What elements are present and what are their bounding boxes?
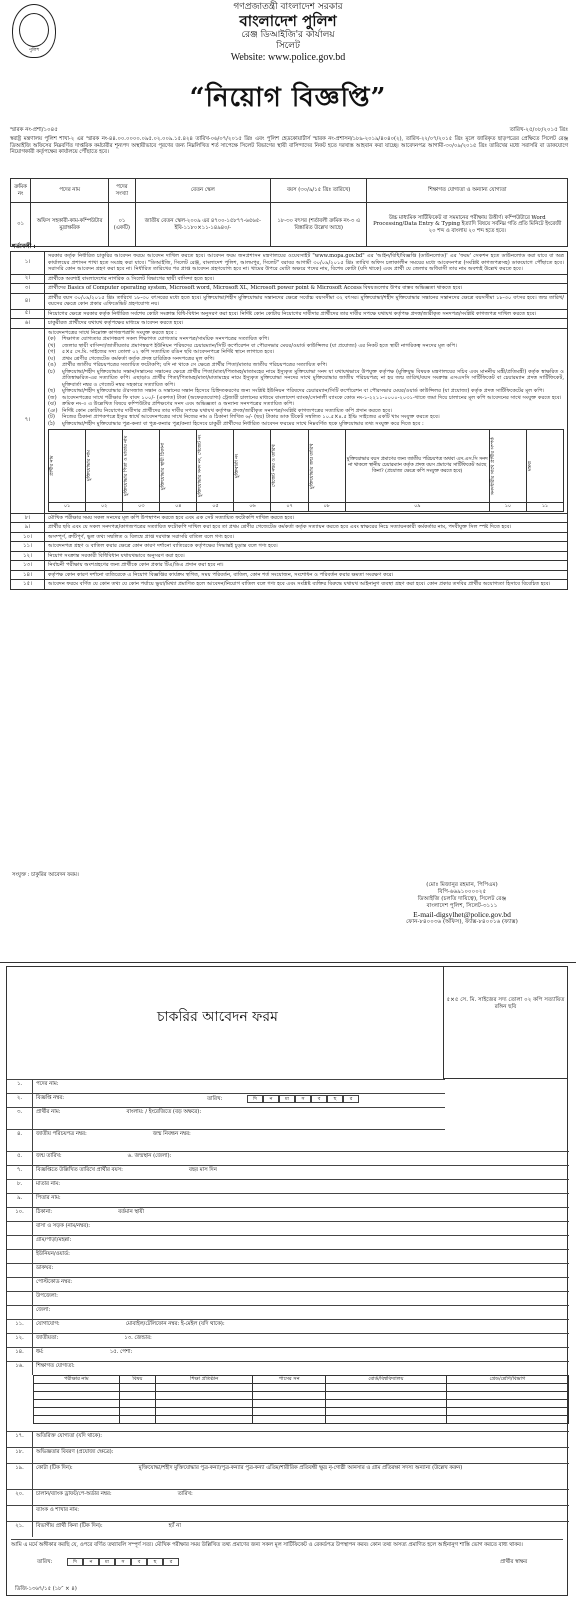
ff-number-cell: ০৩ [123,503,160,512]
attachment-key: (ঝ) [48,401,56,407]
ff-number-cell: ১০ [489,503,526,512]
form-row-number: ৪. [7,1130,33,1151]
condition-number: ৭। [11,328,45,513]
attachment-item [48,421,564,428]
ff-header-text: মুক্তিযোদ্ধার জন্ম তারিখ [309,443,315,489]
form-row-number [7,1264,33,1277]
date-box: র [343,1095,359,1103]
edu-cell [156,1392,253,1400]
date-box: ছ [147,1558,163,1566]
condition-row [11,523,568,533]
edu-cell [446,1400,568,1408]
ff-header-text: মুক্তিযোদ্ধার স্থায়ী ঠিকানা [161,442,167,490]
attachment-text: মুক্তিযোদ্ধা/শহীদ মুক্তিযোদ্ধার ঔরসজাত সন্তান ও সন্তানের সন্তান হিসেবে চিহ্নিতকরণের জন্য সংশ্লিষ্ট ইউনিয়ন পরিষদের চেয়ারম্যান/সিটি কর্পোরেশন বা পৌরসভার মেয়র/ওয়ার্ড কাউন্সিলর (যা প্রযোজ্য) কর্তৃক প্রদত্ত সার্টিফিকেটের মূল কপি। [62,388,545,394]
form-row [7,1521,569,1537]
condition-number: ৩। [11,284,45,294]
website-line: Website: www.police.gov.bd [230,52,346,64]
date-box: স [115,1558,131,1566]
condition-number: ৪। [11,293,45,309]
city-line: সিলেট [276,41,300,51]
condition-text: সরকার কর্তৃক নির্ধারিত চাকুরির আবেদন ফরমে আবেদন দাখিল করতে হবে। আবেদন ফরম জনপ্রশাসন মন্ত্রণালয়ের ওয়েবসাইট "www.mopa.gov.bd" এর 'আইন/বিধি/বিজ্ঞপ্তি (ডাউনলোড)' এর 'ফরম' সেকশন হতে ডাউনলোড করা যাবে বা অত্র কার্যালয়ের প্রশাসন শাখা হতে সংগ্রহ করা যাবে। "ডিআইজি, সিলেট রেঞ্জ, বাংলাদেশ পুলিশ, আলমপুর, সিলেট" বরাবর আগামী ৩০/০৯/২০১৫ খ্রিঃ তারিখ অফিস চলাকালীন সময়ের মধ্যে আবেদনপত্র (সংশ্লিষ্ট কাগজপত্রসহ) ডাকযোগে পৌঁছাতে হবে। সরাসরি কোন আবেদন গ্রহণ করা হবে না। নির্ধারিত তারিখের পর প্রাপ্ত আবেদন গ্রহণযোগ্য হবে না। খামের উপরে মোটা অক্ষরে পদের নাম, বিশেষ কোটা (যদি থাকে) এবং প্রার্থী যে জেলার অধিবাসী তার নাম অবশ্যই উল্লেখ করতে হবে। [45,252,568,275]
edu-cell [326,1392,447,1400]
form-row [7,1079,445,1093]
attachment-text: জেলার স্থায়ী বাসিন্দা/জাতীয়তার প্রমাণস্বরূপ ইউনিয়ন পরিষদের চেয়ারম্যান/সিটি কর্পোরেশন বা পৌরসভার মেয়র/ওয়ার্ড কাউন্সিলর (যা প্রযোজ্য) এর নিকট হতে স্থায়ী নাগরিকত্ব সনদের মূল কপি। [62,342,457,349]
ff-number-cell: ০৫ [197,503,234,512]
form-row-sub: ১৩. জেন্ডার: [124,1335,152,1341]
form-title: চাকরির আবেদন ফরম [157,1009,278,1025]
org-line: বাংলাদেশ পুলিশ [239,12,337,31]
condition-number: ২। [11,274,45,284]
enclosure-note: সংযুক্ত : চাকুরির আবেদন ফরম। [12,872,79,878]
attachment-key: (ট) [48,414,55,420]
attachment-key: (খ) [48,342,56,349]
post-header-cell: শিক্ষাগত যোগ্যতা ও অন্যান্য যোগ্যতা [367,179,568,203]
condition-row [11,551,568,561]
form-row-label: পোস্টকোড নম্বর: [36,1279,73,1285]
condition-row [11,309,568,319]
attachment-key: (ঠ) [48,420,55,427]
edu-cell [253,1400,326,1408]
condition-text: প্রার্থীর বয়স ৩০/০৯/২০১৫ খ্রিঃ তারিখে ১৮-৩০ বৎসরের মধ্যে হতে হবে। মুক্তিযোদ্ধা/শহীদ মুক্তিযোদ্ধার সন্তানদের ক্ষেত্রে সর্বোচ্চ বয়সসীমা ৩২ বৎসর। মুক্তিযোদ্ধা/শহীদ মুক্তিযোদ্ধার সন্তানের সন্তানদের ক্ষেত্রে বয়সসীমা ১৮-৩০ বৎসর হবে। জন্ম তারিখ/বয়সের ক্ষেত্রে কোন প্রকার এফিডেভিট গ্রহণযোগ্য নয়। [45,293,568,309]
form-row-label: বিজ্ঞপ্তি নম্বর: [36,1095,65,1101]
post-cell: ০১ (একটি) [109,203,136,247]
edu-cell [34,1416,120,1424]
form-row-label: মাতার নাম: [36,1181,61,1187]
condition-text: কর্তৃপক্ষ কোন কারণ দর্শানো ব্যতিরেকে এ নিয়োগ বিজ্ঞপ্তির কার্যক্রম স্থগিত, সময় পরিবর্তন, বাতিল, কোন শর্ত সংযোজন, সংশোধন ও পরিবর্তন করার ক্ষমতা সংরক্ষণ করে। [45,570,568,580]
form-row [7,1489,569,1505]
form-row-sub: হ্যাঁ না [168,1523,181,1529]
edu-cell [34,1400,120,1408]
form-row-label: ধর্ম: [36,1349,44,1355]
memo-row [10,127,568,134]
condition-text: নিয়োগের ক্ষেত্রে সরকার কর্তৃক নির্ধারিত সর্বশেষ কোটা সংক্রান্ত বিধি-বিধান অনুসরণ করা হবে। নির্দিষ্ট কোন কোটায় নিয়োগের দাবীদার প্রার্থীদের তার দাবীর সপক্ষে যথাযথ কর্তৃপক্ষ প্রদত্ত/জারীকৃত সনদপত্র/সংশ্লিষ্ট কাগজপত্র দাখিল করতে হবে। [45,309,568,319]
form-row-sub: ১৫. পেশা: [109,1349,133,1355]
signatory-role: ডিআইজি (চলতি দায়িত্বে), সিলেট রেঞ্জ [417,895,507,902]
condition-row [11,284,568,294]
edu-cell [119,1408,155,1416]
edu-cell [326,1416,447,1424]
form-row-number [7,1250,33,1263]
form-row-number: ১৭. [7,1432,33,1447]
form-row [7,1333,569,1347]
ff-number-cell: ০১ [49,503,86,512]
form-row [7,1431,569,1447]
circular [4,0,572,976]
condition-text: নিয়োগ সংক্রান্ত সরকারী বিধিবিধান যথাযথভাবে অনুসরণ করা হবে। [45,551,568,561]
date-boxes [247,1095,359,1103]
form-row-label: পিতার নাম: [36,1195,61,1201]
attachment-key: (চ) [48,368,55,375]
edu-cell [34,1384,120,1392]
signatory-org: বাংলাদেশ পুলিশ, সিলেট-৩১১১ [426,902,498,909]
condition-row [11,513,568,523]
condition-number: ১৪। [11,570,45,580]
attachment-text: নির্দিষ্ট কোন কোটায় নিয়োগের দাবীদার প্রার্থীদের তার দাবীর সপক্ষে যথাযথ কর্তৃপক্ষ প্রদত্ত/জারীকৃত সনদপত্র/সংশ্লিষ্ট কাগজপত্রের সত্যায়িত কপি প্রদান করতে হবে। [62,407,393,414]
form-row-label: ইউনিয়ন/ওয়ার্ড: [36,1251,70,1257]
edu-cell [34,1392,120,1400]
form-row-label: জাতীয় পরিচয়পত্র নম্বর: [36,1131,87,1137]
form-row [7,1151,569,1165]
form-row [7,1249,569,1263]
date-box: র [163,1558,179,1566]
attachment-key: (গ) [48,349,56,355]
edu-cell [446,1416,568,1424]
edu-cell [253,1408,326,1416]
form-row-label: বিভাগীয় প্রার্থী কিনা (টিক দিন): [36,1523,103,1529]
intro-paragraph: স্বরাষ্ট্র মন্ত্রণালয় পুলিশ শাখা-২ এর স্মারক নং-৪৪.০০.০০০০.০৯৫.০২.০০৯.১৫.৪২৪ তারিখ-০৬/০৭/২০১৫ খ্রিঃ এবং পুলিশ হেডকোয়ার্টার্স স্মারক নং-প্রশাসন/১৮৯-২০১৯/৪০৪০(২), তারিখ-২২/০৭/২০১৫ খ্রিঃ মূলে জারিকৃত ছাড়পত্রের প্রেক্ষিতে সিলেট রেঞ্জ ডিআইজি অফিসের নিম্নবর্ণিত দাপ্তরিক কর্মচারীর শূন্যপদ অস্থায়ীভাবে পূরণের জন্য নিম্নলিখিত শর্ত সাপেক্ষে সিলেট বিভাগের স্থায়ী বাসিন্দাদের নিকট হতে দরখাস্ত আহবান করা যাচ্ছে। আবেদনপত্র আগামী-৩০/০৯/২০১৫ খ্রিঃ তারিখের মধ্যে সরাসরি বা ডাকযোগে নিয়োগকারী কর্তৃপক্ষের কার্যালয়ে পৌঁছাতে হবে। [10,136,568,156]
edu-cell [119,1400,155,1408]
condition-text: অসম্পূর্ণ, ক্রটিপূর্ণ, ভুল তথ্য সম্বলিত ও বিলম্বে প্রাপ্ত দরখাস্ত সরাসরি বাতিল বলে গণ্য হবে। [45,532,568,542]
form-row-label: বাসা ও সড়ক (নাম/নম্বর): [36,1223,90,1229]
date-box: মা [99,1558,115,1566]
form-row-label: ডাকঘর: [36,1265,54,1271]
condition-row [11,570,568,580]
form-row-number [7,1306,33,1319]
ff-header-text: মুক্তিযোদ্ধার পিতা ও মাতার নাম [124,435,130,497]
form-row-number: ১৬. [7,1362,33,1375]
form-row-sub: মোবাইল/টেলিফোন নম্বর: ই-মেইল (যদি থাকে): [125,1321,225,1327]
form-row-label: ব্যাংক ও শাখার নাম: [36,1507,79,1513]
govt-line: গণপ্রজাতন্ত্রী বাংলাদেশ সরকার [233,2,343,12]
form-row-label: পদের নাম: [36,1081,59,1087]
ff-header-text: গেজেট নম্বর ও তারিখ [272,444,278,488]
post-cell: ০১ [11,203,31,247]
condition-text: নির্বাচনী পরীক্ষায় অংশগ্রহণের জন্য প্রার্থীকে কোন প্রকার টিএ/ডিএ প্রদান করা হবে না। [45,561,568,571]
circular-title: “নিয়োগ বিজ্ঞপ্তি” [189,83,387,113]
attachment-text: প্রার্থীর জাতীয় পরিচয়পত্রের সত্যায়িত ফটোকপি; যদি না থাকে সে ক্ষেত্রে প্রার্থীর পিতা/মাতার জাতীয় পরিচয়পত্রের সত্যায়িত কপি। [62,362,328,368]
condition-row [11,252,568,275]
form-row [7,1235,569,1249]
form-row [7,1093,445,1107]
edu-cell [253,1384,326,1392]
condition-row [11,532,568,542]
form-row [7,1361,569,1375]
ff-number-cell: ০৮ [308,503,345,512]
memo-number: স্মারক নং-প্রশা/১০৪৫ [10,127,58,133]
form-row [7,1129,445,1151]
application-form [6,966,568,1596]
form-row-sub: জন্ম নিবন্ধন নম্বর: [152,1131,191,1137]
form-row [7,1277,569,1291]
attachment-text: শিক্ষাগত যোগ্যতার প্রমাণস্বরূপ সকল শিক্ষাগত যোগ্যতার সনদপত্র/সাময়িক সনদপত্রের সত্যায়িত কপি। [62,336,270,342]
edu-cell [119,1416,155,1424]
form-row-label: উপজেলা: [36,1293,58,1299]
signatory-bp: বিপি-৬৬৯১০০০০২৫ [437,888,487,895]
ff-header-text: মুক্তিবার্তা নং [235,453,241,479]
ff-number-cell: ০৯ [345,503,489,512]
ff-header-cell [489,430,526,503]
form-row-label: জাতীয়তা: [36,1335,59,1341]
signatory-phone: ফোন-৮৪০০৩৬ (অফিস), ফ্যাক্স-৮৪০০১৬ (ফ্যাক্স) [406,919,518,926]
condition-text: আবেদন ফরমে বর্ণিত যে কোন তথ্য যে কোন পর্যায়ে ভুয়া/মিথ্যা প্রমাণিত হলে আবেদন/নিয়োগ বাতিল বলে গণ্য হবে এবং সংশ্লিষ্ট ব্যক্তির বিরুদ্ধে যথাযথ আইনানুগ ব্যবস্থা গ্রহণ করা হবে। কোন প্রকার তদবির প্রার্থীর অযোগ্যতা হিসাবে বিবেচিত হবে। [45,580,568,590]
form-row-number: ১৪. [7,1348,33,1361]
condition-row [11,580,568,590]
post-header-cell: বয়স (৩০/৯/১৫ খ্রিঃ তারিখে) [270,179,367,203]
form-row-sub: বছর মাস দিন [188,1167,217,1173]
edu-cell [156,1384,253,1392]
declaration: আমি এ মর্মে অঙ্গীকার করছি যে, ওপরে বর্ণিত তথ্যাবলি সম্পূর্ণ সত্য। মৌখিক পরীক্ষার সময় উল্লিখিত তথ্য প্রমাণের জন্য সকল মূল সার্টিফিকেট ও রেকর্ডপত্র উপস্থাপন করব। কোন তথ্য অসত্য প্রমাণিত হলে আইনানুগ শাস্তি ভোগ করতে বাধ্য থাকব। [11,1539,563,1549]
date-box: মা [279,1095,295,1103]
edu-cell [446,1384,568,1392]
form-row [7,1505,569,1521]
ff-header-cell [308,430,345,503]
form-row [7,1179,569,1193]
attachment-text: নিজের ঠিকানা প্রাপকপত্রে ইস্যুর স্বার্থে আবেদনপত্রের সাথে নিজের নাম ও ঠিকানা লিখিত ৬/- (ছয়) টাকার ডাক টিকেট সম্বলিত ১০.৫×৪.৫ ইঞ্চি সাইজের একটি খাম সংযুক্ত করতে হবে। [62,414,440,420]
office-line: রেঞ্জ ডিআইজি'র কার্যালয় [241,29,335,40]
attachment-text: আবেদনপত্রের সাথে পরীক্ষার ফি বাবদ ১০০/- (একশত) টাকা (অফেরতযোগ্য) ট্রেজারী চালানের মাধ্যমে বাংলাদেশ ব্যাংক/সোনালী ব্যাংকে কোড নং-১-২২১১-০০০০-২০৩১-খাতে জমা দিয়ে চালানের মূল কপি আবেদনের সাথে সংযুক্ত করতে হবে। [62,394,562,401]
ff-number-cell: ০৬ [234,503,271,512]
attachment-key: (ছ) [48,388,56,394]
form-row-sub: ৬. জন্মস্থান (জেলা): [127,1153,172,1159]
post-header-cell: পদের নাম [31,179,109,203]
edu-header: বোর্ড/বিশ্ববিদ্যালয় [326,1376,447,1384]
form-row [7,1463,569,1489]
edu-cell [119,1384,155,1392]
ff-header-cell [86,430,123,503]
form-row-label: যোগাযোগ: [36,1321,60,1327]
form-row [7,1107,445,1129]
form-row-number: ১. [7,1080,33,1093]
form-row-label: অতিরিক্ত যোগ্যতা (যদি থাকে): [36,1433,103,1439]
ff-header-text: মুক্তিযোদ্ধার সনদ নং, গেজেট নং [198,434,204,498]
condition-row [11,542,568,552]
applicant-signature: প্রার্থীর স্বাক্ষর [500,1559,527,1565]
form-row-sub: মুক্তিযোদ্ধা/শহীদ মুক্তিযোদ্ধার পুত্র-কন্যা/পুত্র-কন্যার পুত্র-কন্যা এতিম/শারীরিক প্রতিবন্ধী ক্ষুদ্র নৃ-গোষ্ঠী আনসার ও গ্রাম প্রতিরক্ষা সদস্য অন্যান্য (উল্লেখ করুন) [138,1465,463,1471]
form-row-number [7,1292,33,1305]
condition-number: ৫। [11,309,45,319]
post-cell: উচ্চ মাধ্যমিক সার্টিফিকেট বা সমমানের পরীক্ষায় উত্তীর্ণ। কম্পিউটারে Word Processing/Data Entry & Typing ইত্যাদি বিষয়ে সর্বনিম্ন গতি প্রতি মিনিটে ইংরেজী ২০ শব্দ ও বাংলায় ২০ শব্দ হতে হবে। [367,203,568,247]
form-row-number [7,1278,33,1291]
form-row-number: ২০. [7,1490,33,1505]
edu-header: গ্রেড/শ্রেণি/বিভাগ [446,1376,568,1384]
form-row-number: ১২. [7,1334,33,1347]
date-box: ন [83,1558,99,1566]
condition-number: ৮। [11,513,45,523]
form-row-number: ১৮. [7,1448,33,1463]
ff-number-cell: ১১ [526,503,563,512]
condition-number: ৬। [11,319,45,329]
ff-header-text: প্রার্থীর নাম [50,455,55,477]
form-row [7,1207,569,1221]
condition-text: চাকুরীরত প্রার্থীদের যথাযথ কর্তৃপক্ষের মাধ্যমে আবেদন করতে হবে। [45,319,568,329]
form-row-label: অভিজ্ঞতার বিবরণ (প্রযোজ্য ক্ষেত্রে): [36,1449,114,1455]
ff-header-cell [526,430,563,503]
condition-row [11,328,568,513]
ff-header-cell [234,430,271,503]
ff-header-cell: মুক্তিযোদ্ধার বয়স প্রমাণের জন্য জাতীয় পরিচয়পত্র অথবা এস.এস.সি সনদ না থাকলে স্থানীয় চেয়ারম্যান কর্তৃক প্রদত্ত বয়স প্রমাণের সার্টিফিকেট আছে কিনা? (প্রযোজ্য ক্ষেত্রে কপি সংযুক্ত করতে হবে) [345,430,489,503]
page-divider [0,962,576,963]
bottom-date-boxes [67,1558,179,1566]
edu-cell [446,1392,568,1400]
education-table [33,1375,569,1424]
form-row-number: ৯. [7,1194,33,1207]
form-row [7,1305,569,1319]
form-row [7,1347,569,1361]
condition-number: ১২। [11,551,45,561]
form-row [7,1165,569,1179]
form-row-number: ৭. [7,1166,33,1179]
attachment-text: ক্রমিক নং-৩ এ উল্লেখিত বিষয়ে কম্পিউটার প্রশিক্ষণের সনদ এবং অভিজ্ঞতা ও অন্যান্য সনদপত্রের সত্যায়িত কপি। [62,401,295,407]
date-box: দি [67,1558,83,1566]
bottom-date-label: তারিখ: [37,1559,53,1565]
form-row-number [7,1506,33,1521]
letterhead [4,2,572,65]
attachment-text: মুক্তিযোদ্ধা/শহীদ মুক্তিযোদ্ধার সন্তান/সন্তানের সন্তানের ক্ষেত্রে প্রার্থীর পিতা/মাতা/পিতামহ/মাতামহের নামে ইস্যুকৃত মুক্তিযোদ্ধা সনদ যা যথাযথভাবে উপযুক্ত কর্তৃপক্ষ (মুক্তিযুদ্ধ বিষয়ক মন্ত্রণালয়ের সচিব এবং মাননীয় মন্ত্রী/প্রতিমন্ত্রী) কর্তৃক স্বাক্ষরিত ও প্রতিস্বাক্ষরিত-এর সত্যায়িত কপি। এছাড়াও প্রার্থীর পিতা/পিতামহ/মাতা/মাতামহের নামে ইস্যুকৃত মুক্তিযোদ্ধা সনদের সাথে মুক্তিযোদ্ধার জাতীয় পরিচয়পত্র; না হয় জন্ম তারিখ/বয়স সংক্রান্ত এসএসসি সার্টিফিকেট বা চেয়ারম্যান প্রদত্ত সার্টিফিকেট, মুক্তিবার্তা নম্বর ও গেজেট নম্বর সহকারে সত্যায়িত কপি। [62,368,564,388]
condition-text: প্রার্থীকে অবশ্যই বাংলাদেশের নাগরিক ও সিলেট বিভাগের স্থায়ী বাসিন্দা হতে হবে। [45,274,568,284]
form-row-label: কোটা (টিক দিন): [36,1465,73,1471]
form-row-label: শিক্ষাগত যোগ্যতা: [36,1363,75,1369]
post-cell: অফিস সহকারী-কাম-কম্পিউটার মুদ্রাক্ষরিক [31,203,109,247]
form-row-number [7,1236,33,1249]
condition-number: ১৩। [11,561,45,571]
date-box: দি [247,1095,263,1103]
ff-header-cell [160,430,197,503]
ff-number-cell: ০৭ [271,503,308,512]
attachment-text: প্রথম শ্রেণীর গেজেটেড কর্মকর্তা কর্তৃক প্রদত্ত চারিত্রিক সনদপত্রের মূল কপি। [62,355,215,362]
edu-cell [156,1408,253,1416]
edu-cell [253,1392,326,1400]
condition-number: ১১। [11,542,45,552]
edu-cell [326,1408,447,1416]
attachment-key: (ক) [48,336,56,342]
edu-cell [156,1416,253,1424]
photo-box: ৫×৫ সে. মি. সাইজের সদ্য তোলা ০২ কপি সত্যায়িত রঙ্গিন ছবি [443,967,567,1079]
edu-cell [326,1384,447,1392]
condition-text: প্রার্থীর ছবি এবং যে সকল সনদপত্র/কাগজপত্রের সত্যায়িত ফটোকপি দাখিল করা হবে তা প্রথম শ্রেণীর গেজেটেড কর্মকর্তা কর্তৃক সত্যায়ন করতে হবে এবং স্বাক্ষরের নিচে সত্যায়নকারী কর্মকর্তার নাম, পদবীযুক্ত সিল স্পষ্ট দিতে হবে। [45,523,568,533]
form-row [7,1319,569,1333]
form-row-number: ১০. [7,1208,33,1221]
form-row-number [7,1222,33,1235]
ff-header-text: মন্তব্য [527,460,533,472]
date-box: ব [311,1095,327,1103]
form-row-number: ৫. [7,1152,33,1165]
post-header-cell: বেতন স্কেল [135,179,270,203]
post-header-cell: ক্রমিক নং [11,179,31,203]
form-row [7,1447,569,1463]
form-row [7,1291,569,1305]
form-row-sub: বর্তমান স্থায়ী [118,1209,145,1215]
seal-label: পুলিশ [28,48,40,54]
signature-block [362,882,562,926]
ff-header-cell [49,430,86,503]
attachment-key: (ঙ) [48,362,56,368]
ff-header-cell [271,430,308,503]
edu-cell [119,1392,155,1400]
form-row-label: জেলা: [36,1307,51,1313]
form-row-number: ১১. [7,1320,33,1333]
form-row [7,1221,569,1235]
attachments-intro: আবেদনপত্রের সাথে নিম্নোক্ত কাগজপত্রাদি সংযুক্ত করতে হবে : [48,329,177,336]
form-row-label: চালান/ব্যাংক ড্রাফট/পে-অর্ডার নম্বর: [36,1491,112,1497]
form-row-number: ৩. [7,1108,33,1129]
edu-cell [156,1400,253,1408]
attachment-text: ৫×৫ সে.মি. সাইজের সদ্য তোলা ০২ কপি সত্যায়িত রঙিন ছবি আবেদনপত্রে নির্দিষ্ট স্থানে লাগাতে হবে। [62,349,275,355]
form-row-sub: তারিখ: [177,1491,193,1497]
signatory-email: E-mail-digsylhet@police.gov.bd [413,909,511,919]
edu-cell [34,1408,120,1416]
post-table [10,178,568,247]
attachment-key: (ঘ) [48,355,56,362]
edu-header: বিষয় [119,1376,155,1384]
condition-row [11,561,568,571]
condition-number: ১৫। [11,580,45,590]
form-row [7,1263,569,1277]
date-box: ছ [327,1095,343,1103]
date-box: ন [263,1095,279,1103]
condition-row [11,274,568,284]
attachment-text: মুক্তিযোদ্ধা/শহীদ মুক্তিযোদ্ধার পুত্র-কন্যা বা পুত্র-কন্যার পুত্র/কন্যা হিসেবে চাকুরী প্রার্থীদের নির্ধারিত আবেদন ফরমের সাথে নিম্নবর্ণিত ছকে মুক্তিযোদ্ধার তথ্য সংযুক্ত করে দিতে হবে : [62,420,424,427]
conditions-heading: শর্তাবলী : [12,243,36,250]
post-cell: ১৮-৩০ বৎসর (শর্তাবলী ক্রমিক নং-৩ এ বিস্তারিত উল্লেখ আছে) [270,203,367,247]
attachment-key: (ঞ) [48,407,58,414]
condition-number: ৯। [11,523,45,533]
attachment-item [48,369,564,389]
attachments-cell [45,328,568,513]
form-row-label: বিজ্ঞপ্তিতে উল্লিখিত তারিখে প্রার্থীর বয়স: [36,1167,123,1173]
date-label: তারিখ: [207,1096,223,1102]
form-row-sub: বাংলায়: / ইংরেজিতে (বড় অক্ষরে): [126,1109,202,1115]
form-row-number: ১৯. [7,1464,33,1489]
date-box: ব [131,1558,147,1566]
condition-row [11,293,568,309]
form-row-label: ঠিকানা: [36,1209,53,1215]
ff-header-cell [123,430,160,503]
edu-header: শিক্ষা প্রতিষ্ঠান [156,1376,253,1384]
ff-header-text: মুক্তিযোদ্ধার নাম [87,450,93,482]
attachment-key: (জ) [48,394,57,401]
ff-header-cell [197,430,234,503]
ff-number-cell: ০৪ [160,503,197,512]
form-footer: ডিজি-১৩৬৭/১৫ (১৮″ × ৪) [15,1586,77,1593]
form-row-number: ২. [7,1094,33,1107]
post-header-cell: পদের সংখ্যা [109,179,136,203]
edu-header: পরীক্ষার নাম [34,1376,120,1384]
signatory-name: (মোঃ মিজানুর রহমান, পিপিএম) [426,882,498,888]
edu-header: পাসের সন [253,1376,326,1384]
edu-cell [446,1408,568,1416]
condition-number: ১০। [11,532,45,542]
condition-row [11,319,568,329]
edu-cell [326,1400,447,1408]
ff-header-text: সনদধারীর সাথে প্রার্থীর সম্পর্ক [490,437,496,495]
condition-number: ১। [11,252,45,275]
form-row [7,1193,569,1207]
edu-cell [253,1416,326,1424]
form-row-number: ৮. [7,1180,33,1193]
form-row-label: প্রার্থীর নাম: [36,1109,61,1115]
form-row-number: ২১. [7,1522,33,1537]
condition-text: আবেদনপত্র গ্রহণ ও বাতিল করার ক্ষেত্রে কোন কারণ দর্শানো ব্যতিরেকে কর্তৃপক্ষের সিদ্ধান্তই চূড়ান্ত বলে গণ্য হবে। [45,542,568,552]
condition-text: প্রার্থীদের Basics of Computer operating system, Microsoft word, Microsoft XL, Microsoft power point & Microsoft Access বিষয়গুলোর উপর বাস্তব অভিজ্ঞতা থাকতে হবে। [45,284,568,294]
memo-date: তারিখ-২৫/০৮/২০১৫ খ্রিঃ [509,127,568,133]
ff-number-cell: ০২ [86,503,123,512]
date-box: স [295,1095,311,1103]
form-row-label: গ্রাম/পাড়া/মহল্লা: [36,1237,72,1243]
condition-text: মৌখিক পরীক্ষার সময় সকল সনদের মূল কপি উপস্থাপন করতে হবে এবং এক সেট সত্যায়িত ফটোকপি দাখিল করতে হবে। [45,513,568,523]
post-cell: জাতীয় বেতন স্কেল-২০০৯ এর ৪৭০০-১৫৮৭৭-৬৫৬৫-ইবি-১১৮০×১১-১৪৯৪০/- [135,203,270,247]
form-row-label: জন্ম তারিখ: [36,1153,62,1159]
conditions-table [10,251,568,590]
freedom-fighter-table [48,429,564,512]
